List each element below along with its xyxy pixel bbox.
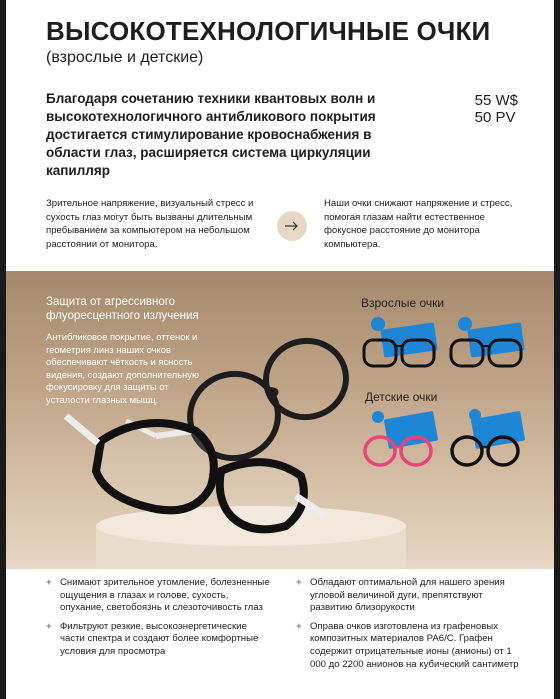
feature-item: [46, 621, 271, 659]
feature-text: Обладают оптимальной для нашего зрения угловой величиной дуги, препятствуют развитию близорукости: [310, 577, 505, 614]
arrow-right-icon: [277, 211, 307, 241]
intro-text: Благодаря сочетанию техники квантовых волн и высокотехнологичного антибликового покрытия достигается стимулирование кровоснабжения в области глаз, расширяется система циркуляции капилляр: [46, 91, 376, 178]
hero-banner: [6, 271, 554, 569]
adult-glasses-product-2: [451, 317, 525, 366]
plus-icon: +: [46, 620, 52, 632]
hero-text: Антибликовое покрытие, оттенок и геометрия линз наших очков обеспечивают чёткость и ясность видения, создают дополнительную фокусировку для защиты от усталости глазных мышц.: [46, 331, 199, 405]
feature-text: Фильтруют резкие, высокоэнергетические части спектра и создают более комфортные условия для просмотра: [60, 620, 259, 657]
plus-icon: +: [46, 577, 52, 588]
kids-glasses-product-1: [365, 411, 438, 465]
feature-item: [296, 621, 526, 671]
feature-text: Оправа очков изготовлена из графеновых композитных материалов PA6/C. Графен содержит отрицательные ионы (анионы) от 1 000 до 2200 анионов на кубический сантиметр: [310, 620, 519, 670]
plus-icon: +: [296, 577, 302, 588]
features-section: [6, 577, 554, 699]
adult-glasses-product-1: [364, 317, 438, 366]
kids-glasses-label: Детские очки: [365, 390, 438, 404]
price-pv: 50 PV: [474, 109, 516, 126]
solution-text: Наши очки снижают напряжение и стресс, помогая глазам найти естественное фокусное расстояние до монитора компьютера.: [324, 198, 513, 250]
page-title: ВЫСОКОТЕХНОЛОГИЧНЫЕ ОЧКИ: [46, 16, 491, 46]
features-left-column: [46, 577, 271, 665]
hero-title: Защита от агрессивного флуоресцентного излучения: [46, 296, 199, 322]
features-right-column: [296, 577, 526, 677]
price-ws: 55 W$: [474, 92, 518, 109]
feature-item: [46, 577, 271, 615]
adult-glasses-label: Взрослые очки: [361, 296, 445, 310]
plus-icon: +: [296, 620, 302, 632]
product-page: [6, 0, 554, 699]
problem-text: Зрительное напряжение, визуальный стресс и сухость глаз могут быть вызваны длительным пребыванием за компьютером на небольшом расстоянии от монитора.: [46, 198, 254, 250]
kids-glasses-product-2: [452, 409, 525, 465]
feature-item: [296, 577, 526, 615]
feature-text: Снимают зрительное утомление, болезненные ощущения в глазах и голове, сухость, опухание, светобоязнь и слезоточивость глаз: [60, 577, 270, 614]
price-block: [475, 92, 518, 126]
page-subtitle: (взрослые и детские): [46, 49, 204, 66]
